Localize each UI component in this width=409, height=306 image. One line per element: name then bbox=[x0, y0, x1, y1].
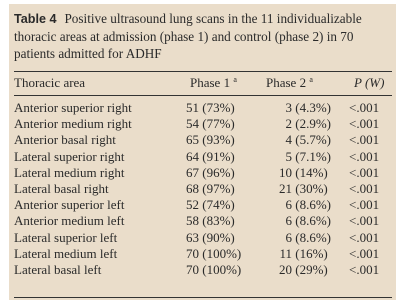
cell-p-value: <.001 bbox=[349, 197, 380, 213]
cell-p-value: <.001 bbox=[349, 229, 380, 245]
cell-phase-1: 70 (100%) bbox=[186, 262, 242, 277]
cell-p-value: <.001 bbox=[349, 148, 380, 164]
cell-p-value: <.001 bbox=[349, 132, 380, 148]
table-row bbox=[14, 213, 392, 229]
cell-phase-1: 54 (77%) bbox=[186, 116, 235, 132]
cell-thoracic-area: Anterior superior right bbox=[14, 100, 132, 115]
table-row bbox=[14, 149, 392, 165]
cell-phase-1: 64 (91%) bbox=[186, 148, 235, 164]
cell-thoracic-area: Anterior medium right bbox=[14, 116, 132, 132]
cell-phase-2: 11 (16%) bbox=[279, 245, 328, 261]
cell-phase-1: 52 (74%) bbox=[186, 197, 235, 213]
cell-phase-2: 6 (8.6%) bbox=[285, 197, 331, 213]
cell-thoracic-area: Lateral superior left bbox=[14, 229, 118, 245]
table-row bbox=[14, 100, 392, 116]
table-row bbox=[14, 116, 392, 132]
cell-phase-1: 67 (96%) bbox=[186, 164, 235, 180]
cell-phase-1: 70 (100%) bbox=[186, 245, 242, 261]
table-row bbox=[14, 230, 392, 246]
table-card bbox=[9, 4, 396, 300]
cell-phase-2: 5 (7.1%) bbox=[285, 148, 331, 164]
header-phase-1: Phase 1 $^a$ bbox=[190, 75, 237, 90]
cell-p-value: <.001 bbox=[349, 100, 380, 115]
cell-thoracic-area: Anterior superior left bbox=[14, 197, 125, 213]
table-label: Table 4 bbox=[14, 12, 57, 26]
cell-phase-2: 20 (29%) bbox=[279, 262, 328, 277]
table-row bbox=[14, 181, 392, 197]
cell-phase-2: 21 (30%) bbox=[279, 181, 328, 196]
table-row bbox=[14, 197, 392, 213]
header-phase-2: Phase 2 $^a$ bbox=[266, 75, 313, 90]
cell-thoracic-area: Lateral medium right bbox=[14, 164, 125, 180]
table-bottom-rule bbox=[14, 297, 392, 298]
cell-thoracic-area: Lateral basal left bbox=[14, 262, 102, 277]
table-top-rule bbox=[14, 71, 392, 72]
table-caption bbox=[14, 10, 394, 62]
cell-p-value: <.001 bbox=[349, 181, 380, 196]
table-row bbox=[14, 262, 392, 278]
cell-p-value: <.001 bbox=[349, 116, 380, 132]
cell-phase-2: 6 (8.6%) bbox=[285, 229, 331, 245]
cell-thoracic-area: Lateral superior right bbox=[14, 148, 125, 164]
table-row bbox=[14, 246, 392, 262]
cell-phase-2: 6 (8.6%) bbox=[285, 213, 331, 229]
cell-phase-1: 65 (93%) bbox=[186, 132, 235, 148]
cell-thoracic-area: Anterior basal right bbox=[14, 132, 116, 148]
table-row bbox=[14, 165, 392, 181]
cell-phase-2: 4 (5.7%) bbox=[285, 132, 331, 148]
table-header-rule bbox=[14, 95, 392, 96]
cell-phase-2: 3 (4.3%) bbox=[285, 100, 331, 115]
header-p-value: P (W) bbox=[354, 75, 385, 90]
table-header-row bbox=[14, 75, 392, 91]
cell-phase-1: 58 (83%) bbox=[186, 213, 235, 229]
cell-thoracic-area: Lateral medium left bbox=[14, 245, 118, 261]
table-caption-text: Positive ultrasound lung scans in the 11 individualizable thoracic areas at admission (phase 1) and control (phase 2) in 70 patients admitted for ADHF bbox=[14, 11, 362, 61]
cell-phase-1: 51 (73%) bbox=[186, 100, 235, 115]
cell-thoracic-area: Lateral basal right bbox=[14, 181, 109, 196]
cell-phase-1: 63 (90%) bbox=[186, 229, 235, 245]
table-row bbox=[14, 132, 392, 148]
cell-p-value: <.001 bbox=[349, 164, 380, 180]
header-thoracic-area: Thoracic area bbox=[14, 75, 86, 90]
cell-phase-1: 68 (97%) bbox=[186, 181, 235, 196]
cell-thoracic-area: Anterior medium left bbox=[14, 213, 125, 229]
cell-p-value: <.001 bbox=[349, 213, 380, 229]
cell-phase-2: 10 (14%) bbox=[279, 164, 328, 180]
cell-p-value: <.001 bbox=[349, 262, 380, 277]
cell-p-value: <.001 bbox=[349, 245, 380, 261]
cell-phase-2: 2 (2.9%) bbox=[285, 116, 331, 132]
